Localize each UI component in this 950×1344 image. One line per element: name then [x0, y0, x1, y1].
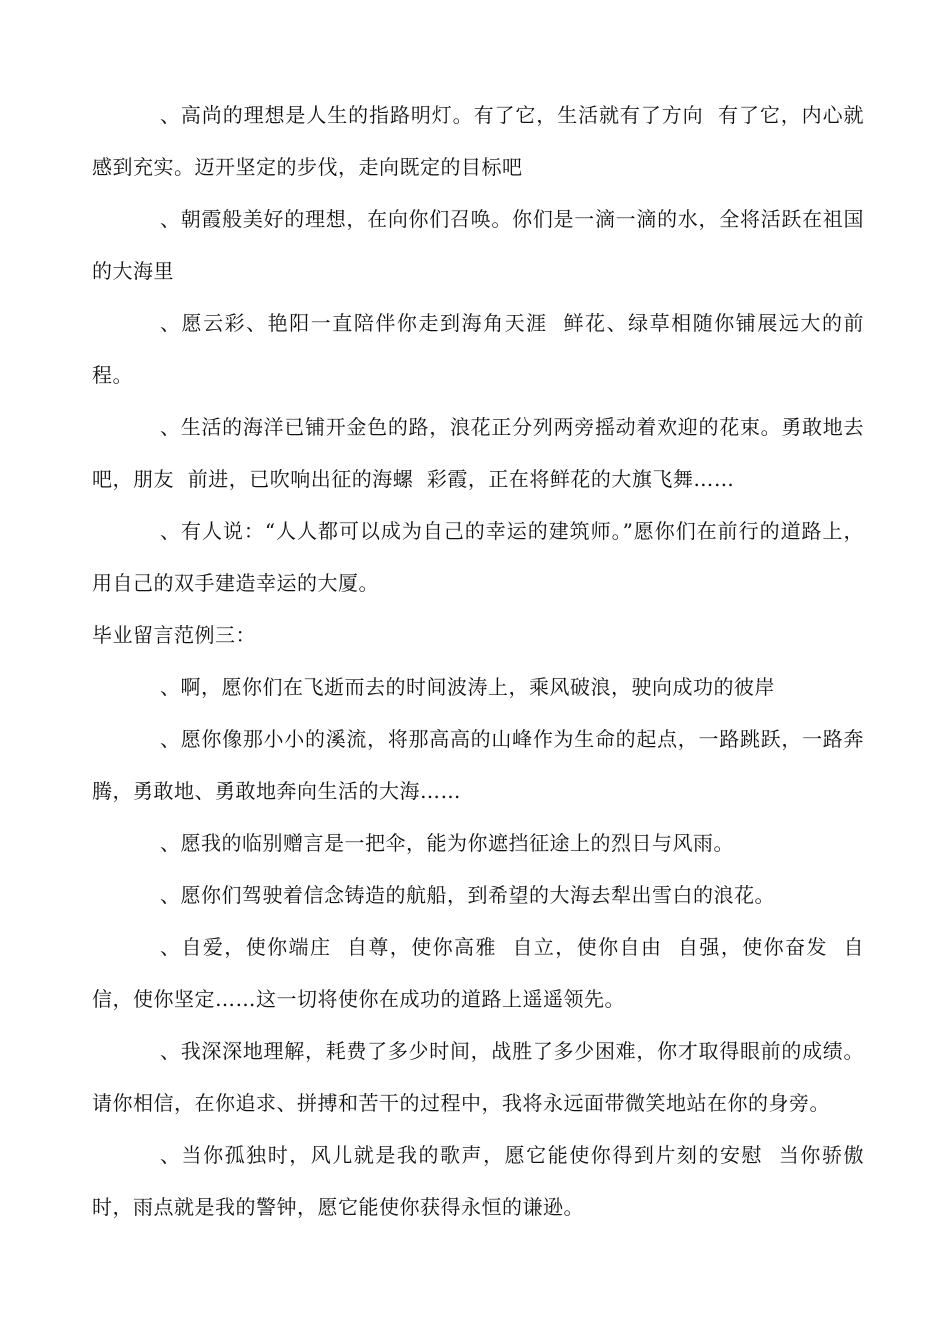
- section-paragraph-6: 、我深深地理解，耗费了多少时间，战胜了多少困难，你才取得眼前的成绩。请你相信，在你追求、拼搏和苦干的过程中，我将永远面带微笑地站在你的身旁。: [92, 1039, 864, 1115]
- document-body: [92, 89, 864, 1233]
- section-paragraph-1: 、啊，愿你们在飞逝而去的时间波涛上，乘风破浪，驶向成功的彼岸: [160, 675, 775, 699]
- section-paragraph-2: 、愿你像那小小的溪流，将那高高的山峰作为生命的起点，一路跳跃，一路奔腾，勇敢地、勇敢地奔向生活的大海……: [92, 727, 864, 803]
- section-paragraph-4: 、愿你们驾驶着信念铸造的航船，到希望的大海去犁出雪白的浪花。: [160, 883, 775, 907]
- paragraph-2: 、朝霞般美好的理想，在向你们召唤。你们是一滴一滴的水，全将活跃在祖国的大海里: [92, 207, 864, 283]
- paragraph-5: 、有人说：“人人都可以成为自己的幸运的建筑师。”愿你们在前行的道路上，用自己的双手建造幸运的大厦。: [92, 519, 864, 595]
- section-paragraph-7: 、当你孤独时，风儿就是我的歌声，愿它能使你得到片刻的安慰 当你骄傲时，雨点就是我的警钟，愿它能使你获得永恒的谦逊。: [92, 1143, 864, 1219]
- paragraph-1: 、高尚的理想是人生的指路明灯。有了它，生活就有了方向 有了它，内心就感到充实。迈开坚定的步伐，走向既定的目标吧: [92, 103, 864, 179]
- paragraph-4: 、生活的海洋已铺开金色的路，浪花正分列两旁摇动着欢迎的花束。勇敢地去吧，朋友 前进，已吹响出征的海螺 彩霞，正在将鲜花的大旗飞舞……: [92, 415, 864, 491]
- section-paragraph-3: 、愿我的临别赠言是一把伞，能为你遮挡征途上的烈日与风雨。: [160, 831, 734, 855]
- paragraph-3: 、愿云彩、艳阳一直陪伴你走到海角天涯 鲜花、绿草相随你铺展远大的前程。: [92, 311, 864, 387]
- section-heading: 毕业留言范例三：: [92, 623, 256, 647]
- section-paragraph-5: 、自爱，使你端庄 自尊，使你高雅 自立，使你自由 自强，使你奋发 自信，使你坚定……这一切将使你在成功的道路上遥遥领先。: [92, 935, 864, 1011]
